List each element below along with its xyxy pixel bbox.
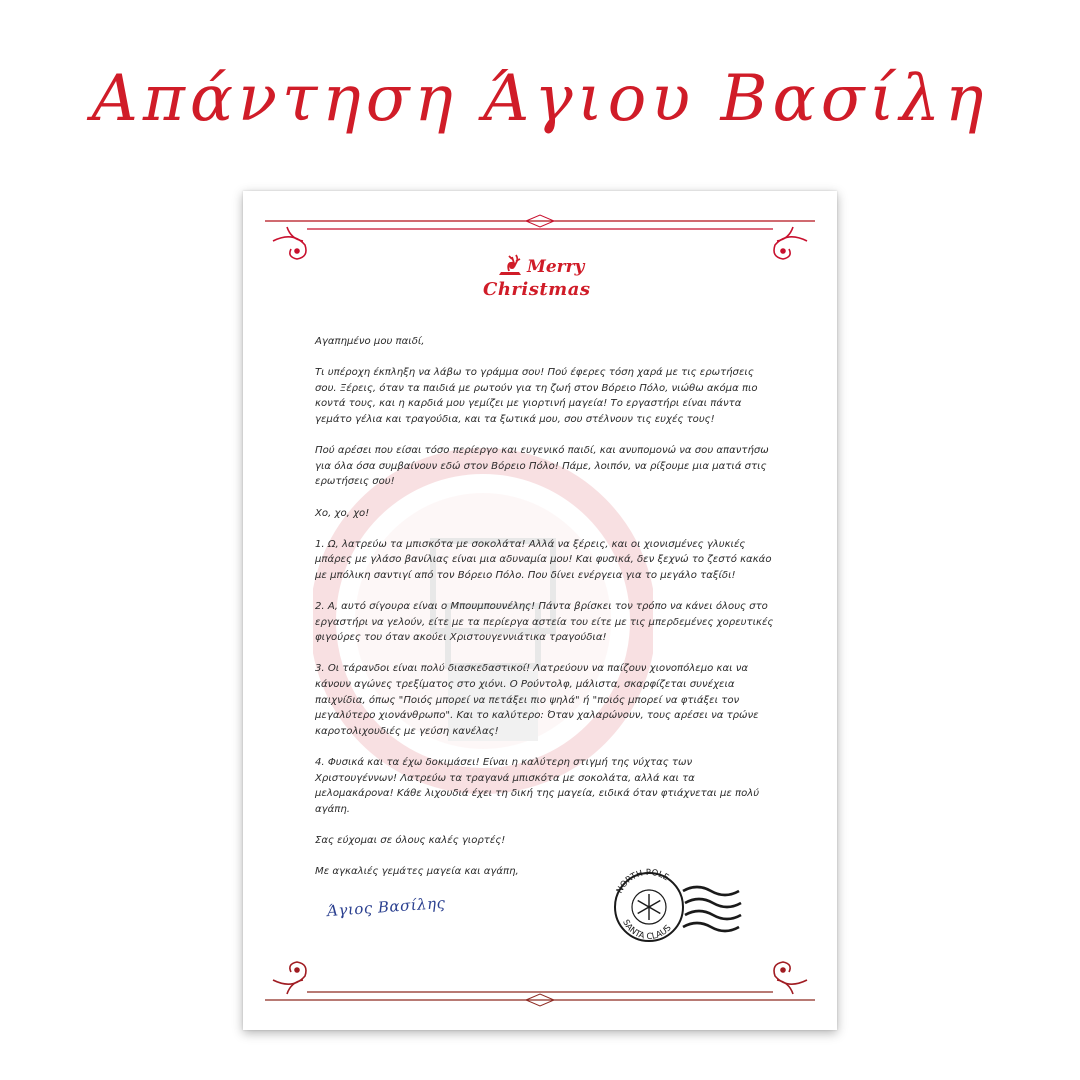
- letter-paragraph: 2. Α, αυτό σίγουρα είναι ο Μπουμπουνέλης! Πάντα βρίσκει τον τρόπο να κάνει όλους στο εργαστήρι να γελούν, είτε με τα περίεργα αστεία του είτε με τις μπερδεμένες χορευτικές φιγούρες του όταν ακούει Χριστουγεννιάτικα τραγούδια!: [315, 601, 774, 644]
- letter-body: [315, 334, 775, 892]
- letter-closing: Με αγκαλιές γεμάτες μαγεία και αγάπη,: [315, 866, 519, 878]
- snowflake-icon: [638, 894, 661, 920]
- letter-greeting: Αγαπημένο μου παιδί,: [315, 336, 425, 347]
- corner-flourish-icon: [774, 962, 807, 994]
- merry-word: Merry: [527, 257, 585, 277]
- letter-sheet: [243, 191, 837, 1030]
- letter-paragraph: Τι υπέροχη έκπληξη να λάβω το γράμμα σου! Πού έφερες τόση χαρά με τις ερωτήσεις σου. Ξέρεις, όταν τα παιδιά με ρωτούν για τη ζωή στον Βόρειο Πόλο, νιώθω ακόμα πιο κοντά τους, και η καρδιά μου γεμίζει με γιορτινή μαγεία! Το εργαστήρι είναι πάντα γεμάτο γέλια και τραγούδια, και τα ξωτικά μου, σου στέλνουν τις ευχές τους!: [315, 367, 758, 425]
- postmark-bottom-text: SANTA CLAUS: [620, 918, 674, 943]
- corner-flourish-icon: [273, 962, 306, 994]
- santa-signature: Άγιος Βασίλης: [326, 893, 447, 921]
- letter-paragraph: 3. Οι τάρανδοι είναι πολύ διασκεδαστικοί! Λατρεύουν να παίζουν χιονοπόλεμο και να κάνουν αγώνες τρεξίματος στο χιόνι. Ο Ρούντολφ, μάλιστα, σκαρφίζεται συνέχεια παιχνίδια, όπως "Ποιός μπορεί να πετάξει πιο ψηλά" ή "ποιός μπορεί να φτιάξει τον μεγαλύτερο χιονάνθρωπο". Και το καλύτερο: Όταν χαλαρώνουν, τους αρέσει να τρώνε καροτολιχουδιές με γεύση κανέλας!: [315, 663, 759, 737]
- christmas-word: Christmas: [483, 279, 591, 300]
- reindeer-icon: [495, 253, 525, 279]
- letter-paragraph: Χο, χο, χο!: [315, 507, 370, 519]
- postmark-top-text: NORTH POLE: [614, 867, 671, 896]
- letter-paragraph: 1. Ω, λατρεύω τα μπισκότα με σοκολάτα! Αλλά να ξέρεις, και οι χιονισμένες γλυκιές μπάρες με γλάσο βανίλιας είναι μια αδυναμία μου! Και φυσικά, δεν ξεχνώ το ζεστό κακάο με μπόλικη σαντιγί από τον Βόρειο Πόλο. Που δίνει ενέργεια για το μεγάλο ταξίδι!: [315, 538, 772, 581]
- postmark-stamp-icon: [605, 861, 745, 951]
- corner-flourish-icon: [774, 227, 807, 259]
- svg-text:SANTA CLAUS: [620, 918, 673, 942]
- letter-paragraph: Σας εύχομαι σε όλους καλές γιορτές!: [315, 835, 506, 846]
- letter-paragraph: 4. Φυσικά και τα έχω δοκιμάσει! Είναι η καλύτερη στιγμή της νύχτας των Χριστουγέννων! Λατρεύω τα τραγανά μπισκότα με σοκολάτα, αλλά και τα μελομακάρονα! Κάθε λιχουδιά έχει τη δική της μαγεία, ειδικά όταν φτιάχνεται με πολύ αγάπη.: [315, 757, 760, 815]
- corner-flourish-icon: [273, 227, 306, 259]
- merry-christmas-logo: [483, 253, 603, 315]
- page-heading: Απάντηση Άγιου Βασίλη: [91, 62, 989, 136]
- letter-paragraph: Πού αρέσει που είσαι τόσο περίεργο και ευγενικό παιδί, και ανυπομονώ να σου απαντήσω για όλα όσα συμβαίνουν εδώ στον Βόρειο Πόλο! Πάμε, λοιπόν, να ρίξουμε μια ματιά στις ερωτήσεις σου!: [315, 445, 769, 488]
